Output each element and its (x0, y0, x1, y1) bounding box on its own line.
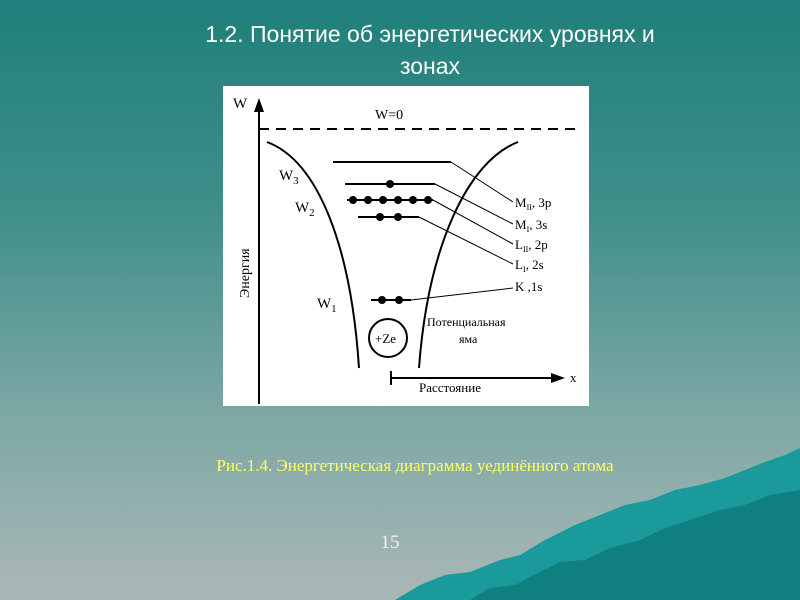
shell-label-l2: $L_{II}$, 2p (515, 237, 548, 254)
electron (386, 180, 394, 188)
energy-diagram-svg (223, 86, 589, 406)
leader-line (411, 288, 513, 300)
zero-level-label: W=0 (375, 108, 404, 123)
potential-well-label-line1: Потенциальная (427, 315, 506, 329)
leader-line (419, 217, 513, 264)
figure-caption: Рис.1.4. Энергетическая диаграмма уединённого атома (216, 456, 614, 475)
slide-title-line1: 1.2. Понятие об энергетических уровнях и (205, 21, 655, 47)
shell-label-m2: $M_{II}$, 3p (515, 195, 552, 212)
shell-label-k: K ,1s (515, 279, 543, 294)
w-axis-arrow (254, 98, 264, 112)
electron (394, 213, 402, 221)
level-w2-label: $W_2$ (295, 200, 315, 219)
w-axis-label: W (233, 96, 248, 112)
electron (394, 196, 402, 204)
electron (349, 196, 357, 204)
shell-label-l1: $L_I$, 2s (515, 257, 544, 274)
energy-diagram (223, 86, 589, 406)
leader-line (435, 184, 513, 224)
electron (424, 196, 432, 204)
nucleus-label: +Ze (375, 331, 397, 346)
level-w1-label: $W_1$ (317, 296, 337, 315)
x-axis-label: x (570, 370, 577, 385)
electron (364, 196, 372, 204)
slide-title (150, 18, 710, 82)
level-w3-label: $W_3$ (279, 168, 299, 187)
electron (378, 296, 386, 304)
electron (376, 213, 384, 221)
distance-label: Расстояние (419, 380, 481, 395)
slide-title-line2: зонах (399, 53, 461, 79)
electron (395, 296, 403, 304)
x-axis-arrow (551, 373, 565, 383)
page-number: 15 (380, 532, 400, 553)
energy-axis-label: Энергия (238, 248, 253, 298)
potential-well-label-line2: яма (459, 332, 478, 346)
shell-label-m1: $M_I$, 3s (515, 217, 548, 234)
electron (379, 196, 387, 204)
electron (409, 196, 417, 204)
